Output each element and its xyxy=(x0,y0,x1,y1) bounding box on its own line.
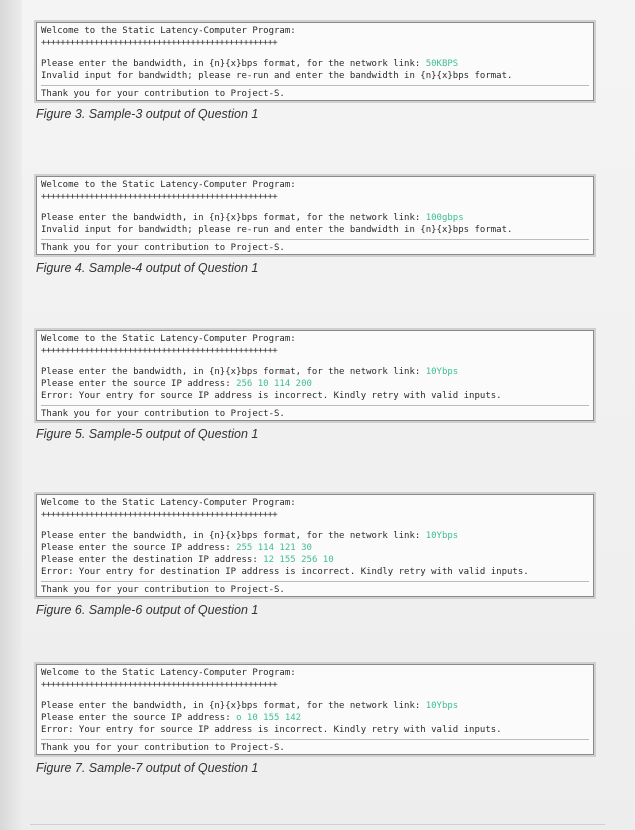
prompt-text: Please enter the bandwidth, in {n}{x}bps format, for the network link: xyxy=(41,531,426,541)
blank-line xyxy=(41,691,589,700)
output-line xyxy=(41,566,589,578)
welcome-line: Welcome to the Static Latency-Computer Program: xyxy=(41,498,296,508)
prompt-text: Error: Your entry for destination IP address is incorrect. Kindly retry with valid inputs. xyxy=(41,567,529,577)
prompt-text: Please enter the bandwidth, in {n}{x}bps format, for the network link: xyxy=(41,701,426,711)
figure-7 xyxy=(36,664,596,775)
console-output xyxy=(36,330,594,421)
prompt-text: Please enter the destination IP address: xyxy=(41,555,264,565)
blank-line xyxy=(41,203,589,212)
thank-you-line: Thank you for your contribution to Project-S. xyxy=(41,239,589,251)
output-line xyxy=(41,378,589,390)
console-output xyxy=(36,176,594,255)
output-line xyxy=(41,712,589,724)
user-input-value: 50KBPS xyxy=(425,59,459,69)
welcome-line: Welcome to the Static Latency-Computer Program: xyxy=(41,668,296,678)
console-output xyxy=(36,494,594,597)
console-output xyxy=(36,22,594,101)
output-line xyxy=(41,212,589,224)
output-line xyxy=(41,390,589,402)
output-line xyxy=(41,366,589,378)
separator-line: +++++++++++++++++++++++++++++++++++++++++++++++++ xyxy=(41,510,278,520)
output-line xyxy=(41,700,589,712)
figure-6 xyxy=(36,494,596,617)
prompt-text: Please enter the bandwidth, in {n}{x}bps format, for the network link: xyxy=(41,213,426,223)
user-input-value: 12 155 256 10 xyxy=(263,555,334,565)
separator-line: +++++++++++++++++++++++++++++++++++++++++++++++++ xyxy=(41,680,278,690)
figure-4 xyxy=(36,176,596,275)
output-line xyxy=(41,542,589,554)
console-output xyxy=(36,664,594,755)
output-line xyxy=(41,724,589,736)
prompt-text: Please enter the bandwidth, in {n}{x}bps format, for the network link: xyxy=(41,367,426,377)
bottom-rule xyxy=(30,824,605,825)
blank-line xyxy=(41,521,589,530)
separator-line: +++++++++++++++++++++++++++++++++++++++++++++++++ xyxy=(41,38,278,48)
output-line xyxy=(41,70,589,82)
figure-caption: Figure 4. Sample-4 output of Question 1 xyxy=(36,261,259,275)
prompt-text: Please enter the bandwidth, in {n}{x}bps format, for the network link: xyxy=(41,59,426,69)
user-input-value: 10Ybps xyxy=(425,531,459,541)
user-input-value: 100gbps xyxy=(425,213,464,223)
thank-you-line: Thank you for your contribution to Project-S. xyxy=(41,85,589,97)
user-input-value: 255 114 121 30 xyxy=(236,543,312,553)
separator-line: +++++++++++++++++++++++++++++++++++++++++++++++++ xyxy=(41,346,278,356)
blank-line xyxy=(41,49,589,58)
welcome-line: Welcome to the Static Latency-Computer Program: xyxy=(41,334,296,344)
output-line xyxy=(41,530,589,542)
prompt-text: Please enter the source IP address: xyxy=(41,713,237,723)
prompt-text: Error: Your entry for source IP address is incorrect. Kindly retry with valid inputs. xyxy=(41,725,502,735)
prompt-text: Invalid input for bandwidth; please re-run and enter the bandwidth in {n}{x}bps format. xyxy=(41,225,513,235)
thank-you-line: Thank you for your contribution to Project-S. xyxy=(41,739,589,751)
output-line xyxy=(41,554,589,566)
user-input-value: 256 10 114 200 xyxy=(236,379,312,389)
welcome-line: Welcome to the Static Latency-Computer Program: xyxy=(41,180,296,190)
user-input-value: 10Ybps xyxy=(425,367,459,377)
prompt-text: Error: Your entry for source IP address is incorrect. Kindly retry with valid inputs. xyxy=(41,391,502,401)
figure-caption: Figure 3. Sample-3 output of Question 1 xyxy=(36,107,259,121)
prompt-text: Please enter the source IP address: xyxy=(41,379,237,389)
output-line xyxy=(41,58,589,70)
figure-caption: Figure 7. Sample-7 output of Question 1 xyxy=(36,761,259,775)
page-edge xyxy=(0,0,22,830)
thank-you-line: Thank you for your contribution to Project-S. xyxy=(41,581,589,593)
output-line xyxy=(41,224,589,236)
user-input-value: 10Ybps xyxy=(425,701,459,711)
user-input-value: o 10 155 142 xyxy=(236,713,302,723)
blank-line xyxy=(41,357,589,366)
prompt-text: Invalid input for bandwidth; please re-run and enter the bandwidth in {n}{x}bps format. xyxy=(41,71,513,81)
figure-3 xyxy=(36,22,596,121)
thank-you-line: Thank you for your contribution to Project-S. xyxy=(41,405,589,417)
figure-caption: Figure 5. Sample-5 output of Question 1 xyxy=(36,427,259,441)
prompt-text: Please enter the source IP address: xyxy=(41,543,237,553)
figure-caption: Figure 6. Sample-6 output of Question 1 xyxy=(36,603,259,617)
welcome-line: Welcome to the Static Latency-Computer Program: xyxy=(41,26,296,36)
figure-5 xyxy=(36,330,596,441)
separator-line: +++++++++++++++++++++++++++++++++++++++++++++++++ xyxy=(41,192,278,202)
